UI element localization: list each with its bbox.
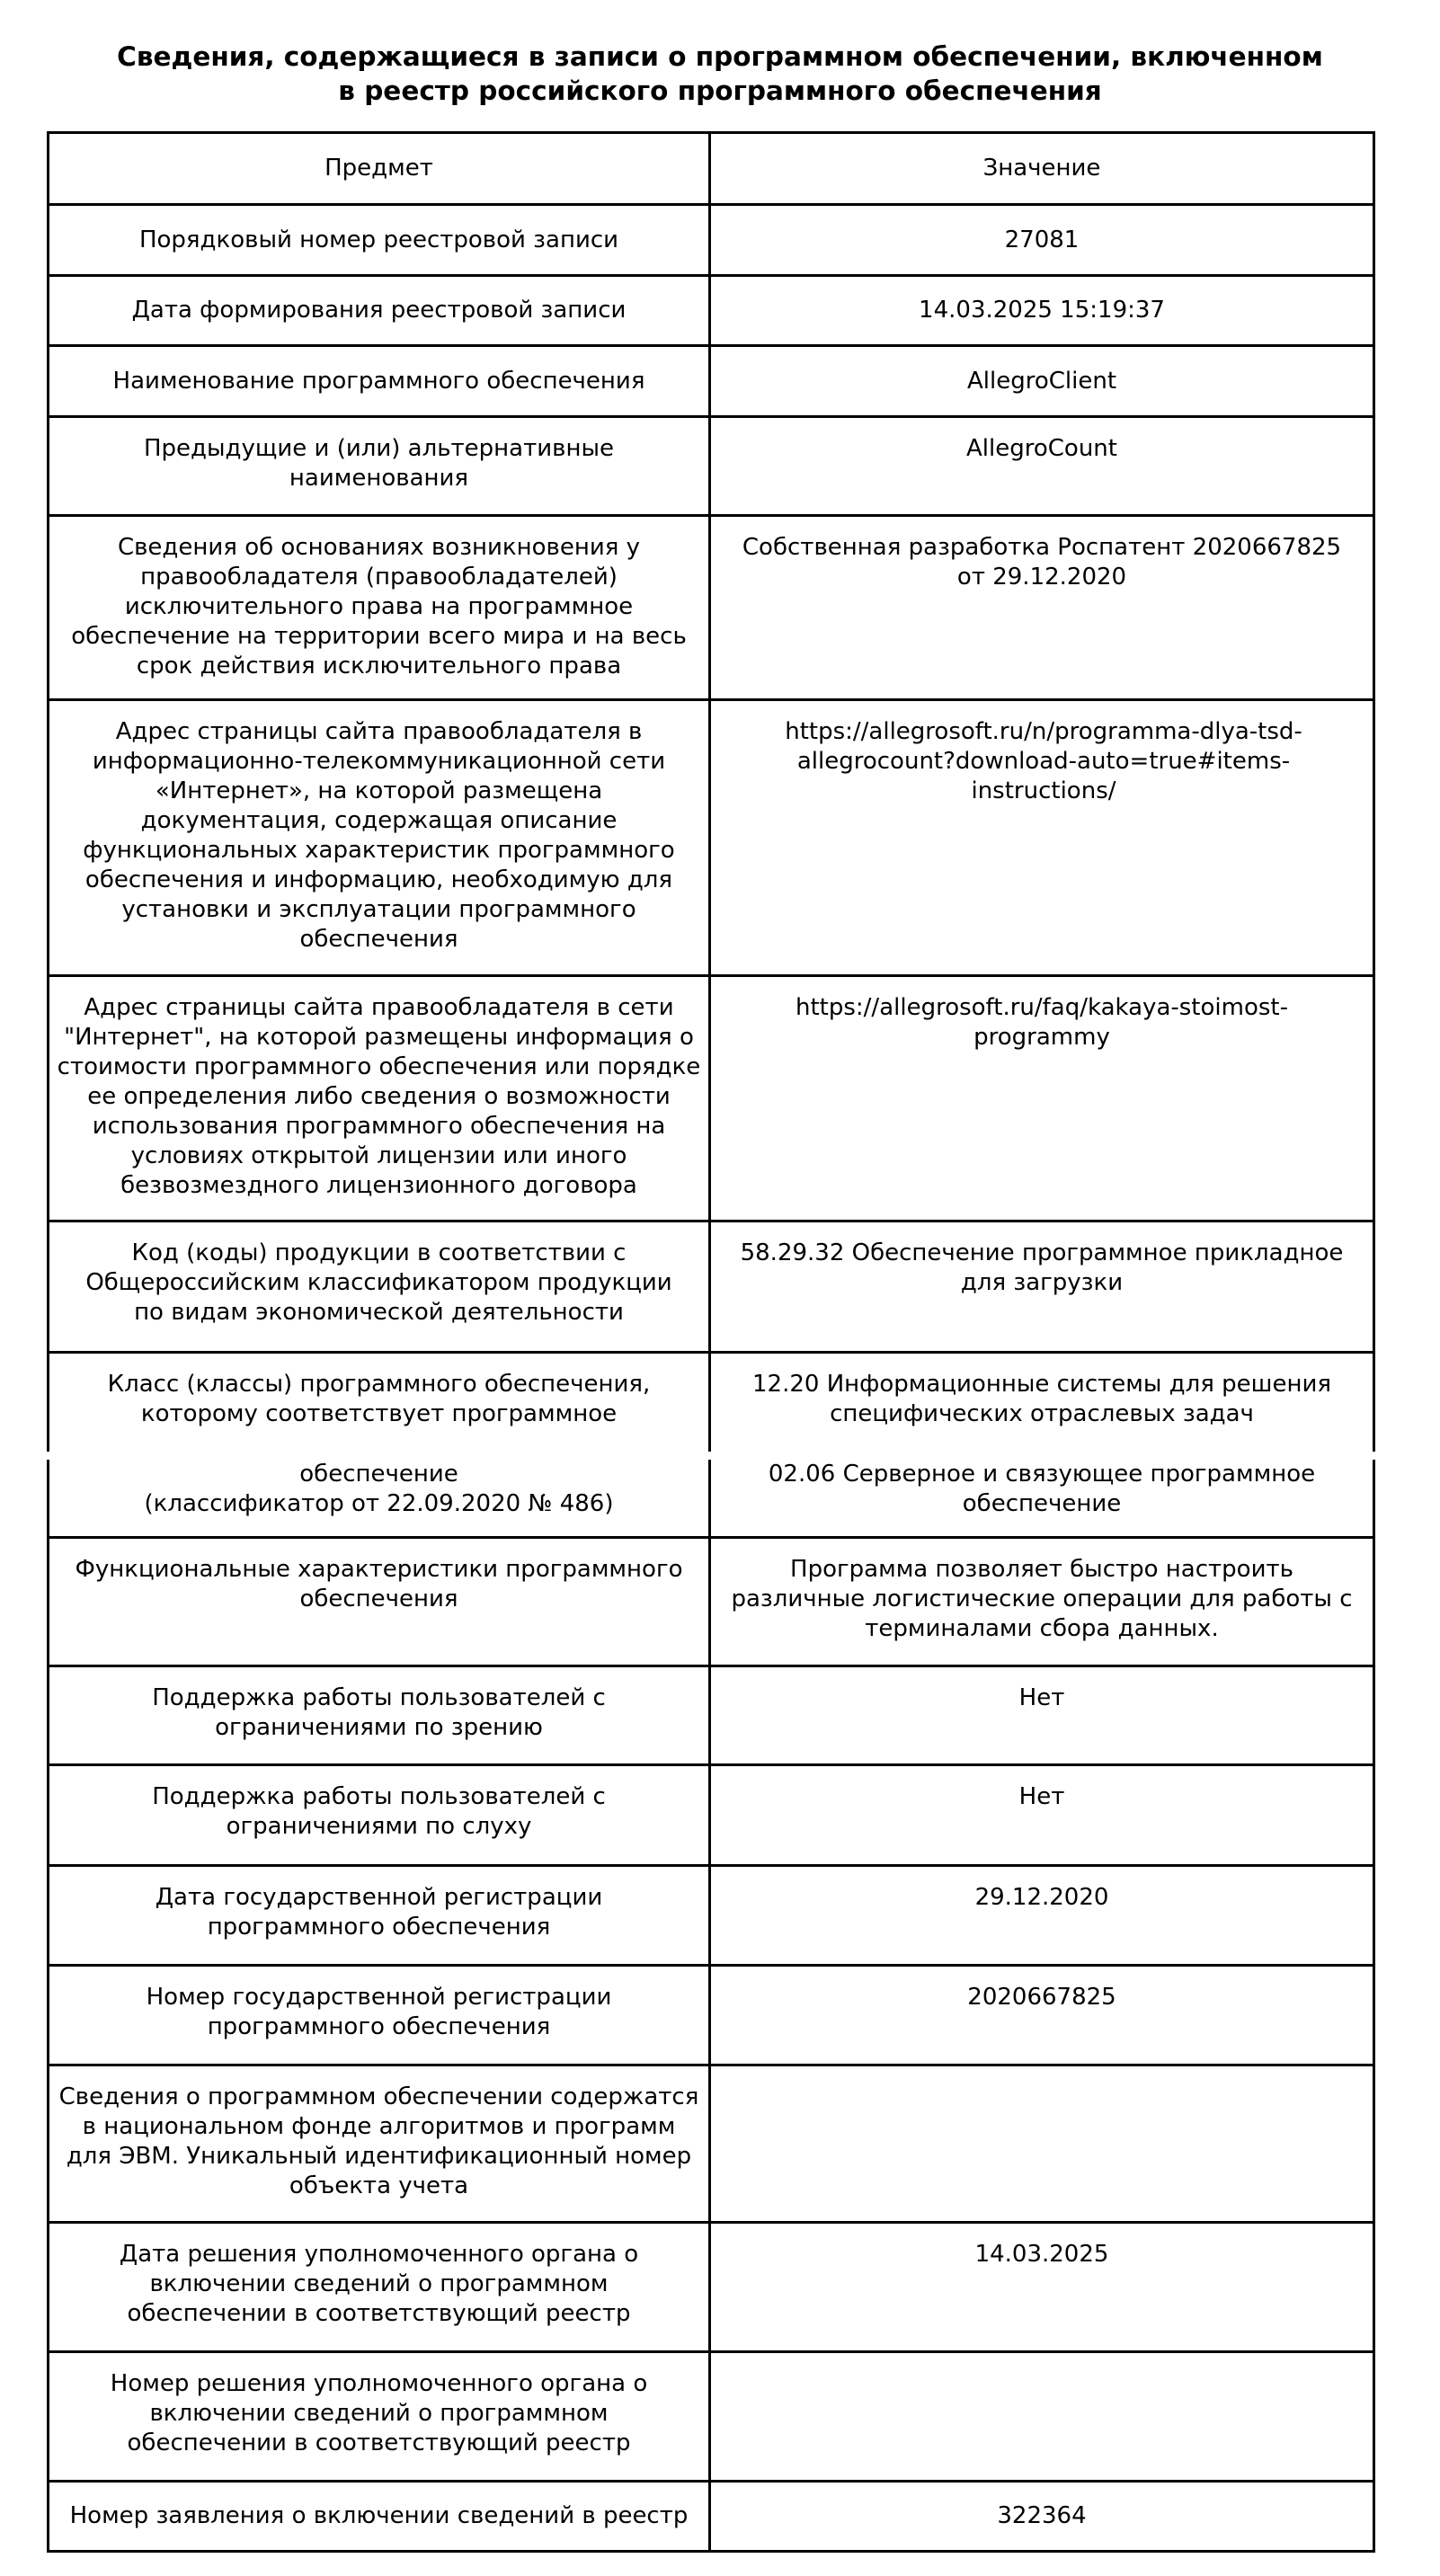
table-row <box>49 1965 1374 2065</box>
table-row <box>49 1865 1374 1965</box>
row-subject-line-1: обеспечение <box>299 1461 458 1488</box>
row-subject <box>49 1460 710 1537</box>
table-row-split-top <box>49 1353 1374 1452</box>
table-row <box>49 1537 1374 1666</box>
row-subject: Дата государственной регистрации программного обеспечения <box>49 1865 710 1965</box>
header-value: Значение <box>710 133 1374 205</box>
table-row-split-bottom <box>49 1460 1374 1537</box>
row-value-link[interactable]: https://allegrosoft.ru/faq/kakaya-stoimost-programmy <box>710 976 1374 1221</box>
table-row <box>49 700 1374 976</box>
row-subject: Порядковый номер реестровой записи <box>49 205 710 276</box>
row-value: 12.20 Информационные системы для решения специфических отраслевых задач <box>710 1353 1374 1452</box>
row-value: Программа позволяет быстро настроить различные логистические операции для работы с терминалами сбора данных. <box>710 1537 1374 1666</box>
row-value: AllegroClient <box>710 346 1374 417</box>
table-row <box>49 1221 1374 1353</box>
row-subject: Класс (классы) программного обеспечения, которому соответствует программное <box>49 1353 710 1452</box>
row-value: 02.06 Серверное и связующее программное обеспечение <box>710 1460 1374 1537</box>
table-row <box>49 346 1374 417</box>
row-subject: Код (коды) продукции в соответствии с Общероссийским классификатором продукции по видам экономической деятельности <box>49 1221 710 1353</box>
row-subject: Сведения о программном обеспечении содержатся в национальном фонде алгоритмов и программ для ЭВМ. Уникальный идентификационный номер объекта учета <box>49 2065 710 2222</box>
row-value-link[interactable]: https://allegrosoft.ru/n/programma-dlya-tsd-allegrocount?download-auto=true#items-instructions/ <box>710 700 1374 976</box>
row-subject: Предыдущие и (или) альтернативные наименования <box>49 417 710 516</box>
row-subject: Дата решения уполномоченного органа о включении сведений о программном обеспечении в соответствующий реестр <box>49 2222 710 2351</box>
table-row <box>49 2222 1374 2351</box>
document-title <box>0 40 1440 108</box>
registry-table-part-1 <box>47 131 1375 1452</box>
row-value <box>710 2351 1374 2481</box>
row-subject: Поддержка работы пользователей с ограничениями по слуху <box>49 1764 710 1865</box>
table-row <box>49 976 1374 1221</box>
table-row <box>49 1764 1374 1865</box>
row-subject: Наименование программного обеспечения <box>49 346 710 417</box>
row-subject-line-2: (классификатор от 22.09.2020 № 486) <box>144 1490 614 1517</box>
row-value: Собственная разработка Роспатент 2020667825 от 29.12.2020 <box>710 516 1374 700</box>
row-value: 322364 <box>710 2481 1374 2551</box>
row-subject: Адрес страницы сайта правообладателя в сети "Интернет", на которой размещены информация о стоимости программного обеспечения или порядке ее определения либо сведения о возможности использования программного обеспечения на условиях открытой лицензии или иного безвозмездного лицензионного договора <box>49 976 710 1221</box>
table-row <box>49 2351 1374 2481</box>
header-subject: Предмет <box>49 133 710 205</box>
row-subject: Адрес страницы сайта правообладателя в информационно-телекоммуникационной сети «Интернет», на которой размещена документация, содержащая описание функциональных характеристик программного обеспечения и информацию, необходимую для установки и эксплуатации программного обеспечения <box>49 700 710 976</box>
table-row <box>49 205 1374 276</box>
row-value: 14.03.2025 <box>710 2222 1374 2351</box>
table-row <box>49 417 1374 516</box>
row-value: AllegroCount <box>710 417 1374 516</box>
row-value: Нет <box>710 1764 1374 1865</box>
row-value: Нет <box>710 1666 1374 1764</box>
row-value: 29.12.2020 <box>710 1865 1374 1965</box>
row-subject: Номер государственной регистрации программного обеспечения <box>49 1965 710 2065</box>
row-subject: Функциональные характеристики программного обеспечения <box>49 1537 710 1666</box>
table-row <box>49 2481 1374 2551</box>
row-value: 27081 <box>710 205 1374 276</box>
table-row <box>49 516 1374 700</box>
row-value: 2020667825 <box>710 1965 1374 2065</box>
row-value: 14.03.2025 15:19:37 <box>710 276 1374 346</box>
row-value <box>710 2065 1374 2222</box>
title-line-2: в реестр российского программного обеспечения <box>338 76 1102 106</box>
table-header-row <box>49 133 1374 205</box>
row-subject: Номер заявления о включении сведений в реестр <box>49 2481 710 2551</box>
row-subject: Поддержка работы пользователей с ограничениями по зрению <box>49 1666 710 1764</box>
row-subject: Сведения об основаниях возникновения у правообладателя (правообладателей) исключительного права на программное обеспечение на территории всего мира и на весь срок действия исключительного права <box>49 516 710 700</box>
title-line-1: Сведения, содержащиеся в записи о программном обеспечении, включенном <box>117 41 1323 72</box>
table-row <box>49 276 1374 346</box>
row-subject: Дата формирования реестровой записи <box>49 276 710 346</box>
row-value: 58.29.32 Обеспечение программное прикладное для загрузки <box>710 1221 1374 1353</box>
row-subject: Номер решения уполномоченного органа о включении сведений о программном обеспечении в соответствующий реестр <box>49 2351 710 2481</box>
table-row <box>49 1666 1374 1764</box>
table-row <box>49 2065 1374 2222</box>
registry-table-part-2 <box>47 1460 1375 2553</box>
